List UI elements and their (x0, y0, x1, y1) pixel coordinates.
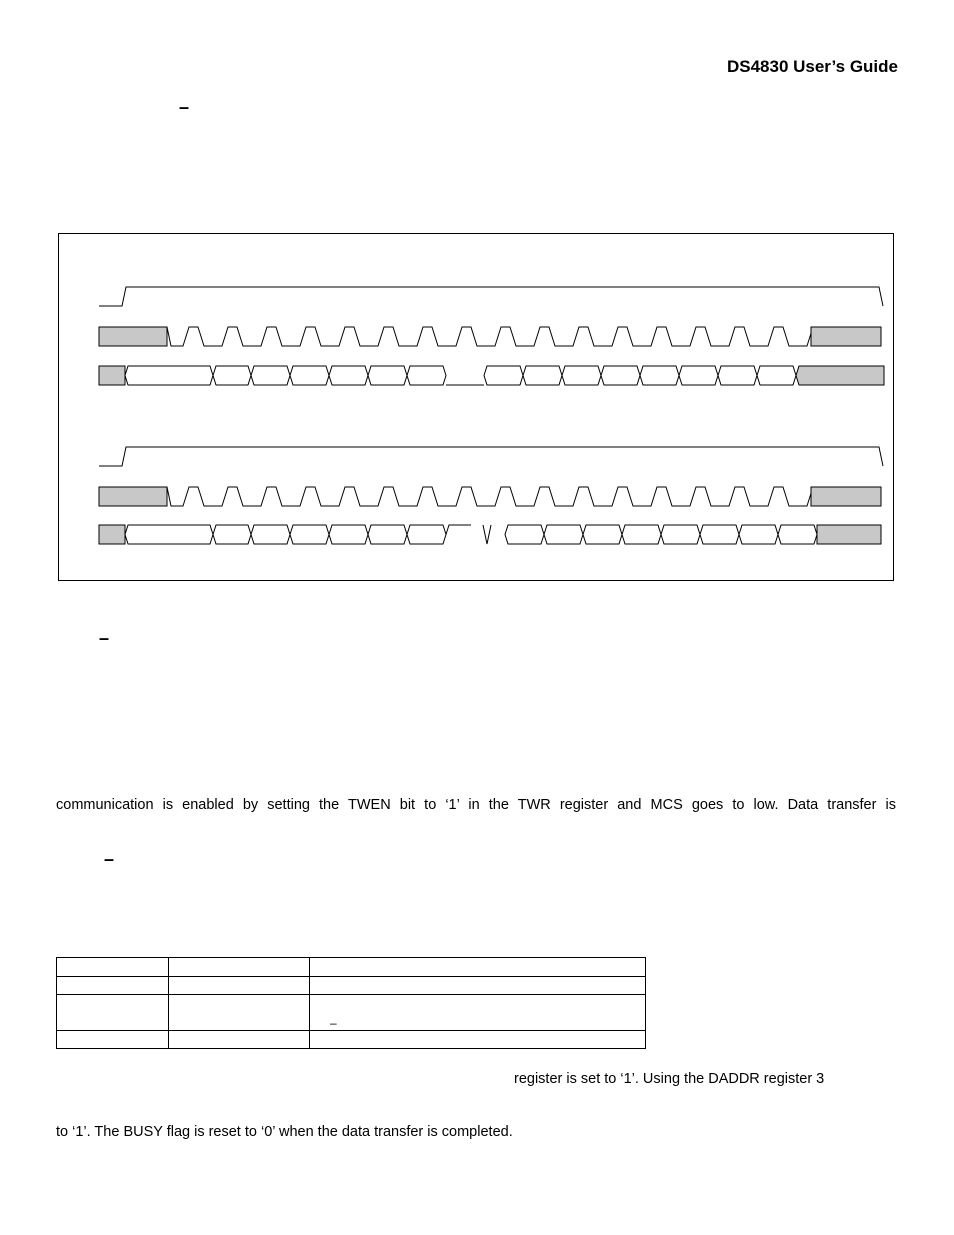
chip-select-waveform (99, 447, 883, 466)
table-row (57, 995, 646, 1031)
table-cell (57, 1031, 169, 1049)
data-bit-cell (407, 366, 446, 385)
data-bit-cell (484, 366, 523, 385)
data-bit-cell (718, 366, 757, 385)
busy-paragraph-line2: to ‘1’. The BUSY flag is reset to ‘0’ when the data transfer is completed. (56, 1124, 513, 1140)
data-bit-cell (523, 366, 562, 385)
data-idle-region (99, 366, 125, 385)
data-bit-cell (251, 525, 290, 544)
data-idle-region (817, 525, 881, 544)
data-bit-cell (601, 366, 640, 385)
chip-select-waveform (99, 287, 883, 306)
table-cell (169, 1031, 310, 1049)
data-bit-cell (329, 366, 368, 385)
table-cell (310, 995, 646, 1031)
document-title: DS4830 User’s Guide (726, 57, 898, 76)
twen-paragraph: communication is enabled by setting the TWEN bit to ‘1’ in the TWR register and MCS goes to low. Data transfer is (56, 797, 896, 813)
clock-idle-region (99, 487, 167, 506)
register-table (56, 957, 646, 1049)
data-turnaround-glitch (483, 525, 491, 544)
data-bit-cell (290, 525, 329, 544)
table-cell (169, 977, 310, 995)
data-bit-cell (125, 525, 213, 544)
table-cell (57, 995, 169, 1031)
clock-idle-region (811, 487, 881, 506)
section-heading-dash: – (179, 97, 190, 117)
table-cell (310, 977, 646, 995)
data-bit-cell (125, 366, 213, 385)
data-bit-cell (757, 366, 796, 385)
data-idle-region (796, 366, 884, 385)
data-bit-cell (622, 525, 661, 544)
table-row (57, 977, 646, 995)
data-bit-cell (679, 366, 718, 385)
subsection-heading-dash: – (104, 849, 115, 869)
figure-caption-dash: – (99, 628, 110, 648)
data-bit-cell (213, 525, 251, 544)
data-bit-cell (700, 525, 739, 544)
data-bit-cell (368, 366, 407, 385)
data-bit-cell (446, 525, 471, 535)
table-cell (57, 977, 169, 995)
timing-diagram (59, 234, 895, 582)
data-bit-cell (251, 366, 290, 385)
table-cell (310, 958, 646, 977)
data-bit-cell (778, 525, 817, 544)
data-bit-cell (544, 525, 583, 544)
data-bit-cell (562, 366, 601, 385)
table-row (57, 1031, 646, 1049)
data-bit-cell (368, 525, 407, 544)
table-cell (169, 958, 310, 977)
data-idle-region (99, 525, 125, 544)
data-bit-cell (407, 525, 446, 544)
data-bit-cell (739, 525, 778, 544)
clock-waveform (167, 327, 828, 346)
clock-idle-region (99, 327, 167, 346)
data-bit-cell (290, 366, 329, 385)
clock-waveform (167, 487, 828, 506)
table-cell (310, 1031, 646, 1049)
busy-paragraph-line1: register is set to ‘1’. Using the DADDR register 3 (514, 1071, 825, 1087)
data-bit-cell (505, 525, 544, 544)
data-bit-cell (640, 366, 679, 385)
table-cell-dash: – (330, 1016, 337, 1030)
data-bit-cell (329, 525, 368, 544)
clock-idle-region (811, 327, 881, 346)
table-row (57, 958, 646, 977)
table-cell (169, 995, 310, 1031)
data-bit-cell (213, 366, 251, 385)
data-bit-cell (583, 525, 622, 544)
table-cell (57, 958, 169, 977)
timing-diagram-figure (58, 233, 894, 581)
data-bit-cell (661, 525, 700, 544)
